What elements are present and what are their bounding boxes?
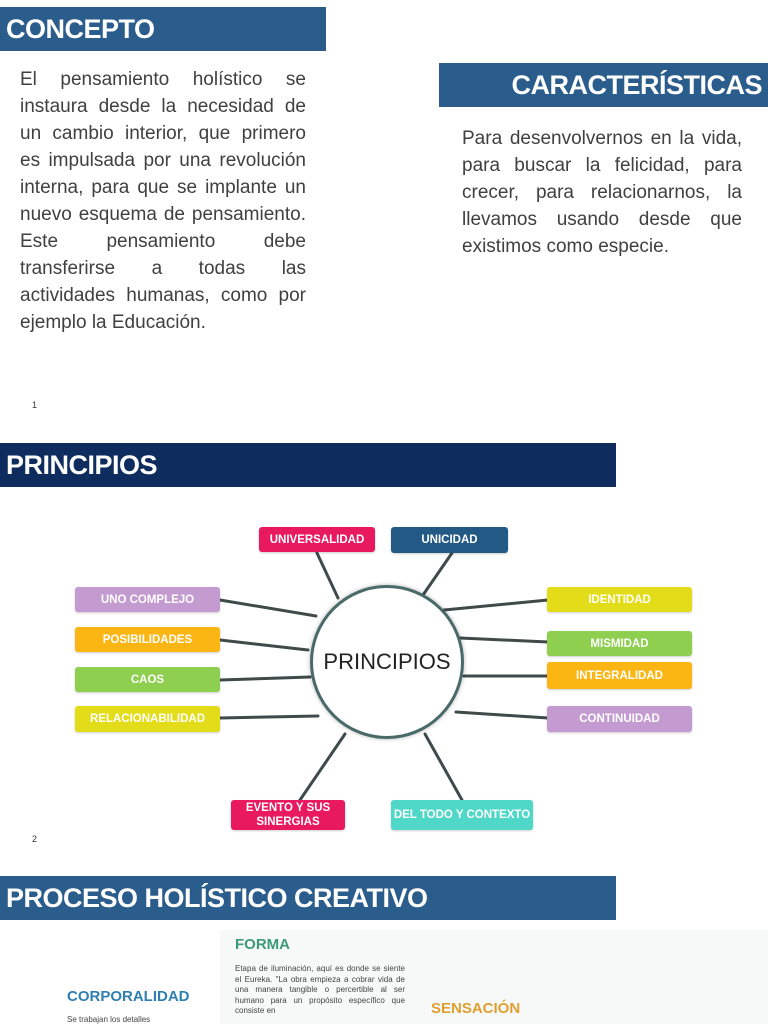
node-identidad: IDENTIDAD xyxy=(547,587,692,612)
node-caos: CAOS xyxy=(75,667,220,692)
node-del-todo-y-contexto: DEL TODO Y CONTEXTO xyxy=(391,800,533,830)
spoke-continuidad xyxy=(456,712,548,718)
forma-text: Etapa de iluminación, aquí es donde se siente el Eureka. "La obra empieza a cobrar vida de una manera tangible o percertible al ser humano para un propósito específico que consiste en xyxy=(235,964,405,1015)
concepto-text: El pensamiento holístico se instaura desde la necesidad de un cambio interior, que primero es impulsada por una revolución interna, para que se implante un nuevo esquema de pensamiento. Este pensamiento debe transferirse a todas las actividades humanas, como por ejemplo la Educación. xyxy=(20,69,306,333)
node-posibilidades: POSIBILIDADES xyxy=(75,627,220,652)
page-number-2: 2 xyxy=(32,834,38,844)
caracteristicas-title: CARACTERÍSTICAS xyxy=(511,69,762,100)
page-number-1: 1 xyxy=(32,400,38,410)
node-universalidad: UNIVERSALIDAD xyxy=(259,527,375,552)
spoke-evento xyxy=(300,734,345,800)
node-mismidad: MISMIDAD xyxy=(547,631,692,656)
concepto-title: CONCEPTO xyxy=(6,13,155,44)
proceso-title: PROCESO HOLÍSTICO CREATIVO xyxy=(6,882,428,913)
principios-title: PRINCIPIOS xyxy=(6,449,158,480)
node-continuidad: CONTINUIDAD xyxy=(547,706,692,732)
sensacion-title: SENSACIÓN xyxy=(431,1000,521,1017)
spoke-uno-complejo xyxy=(220,600,316,616)
spoke-relacionabilidad xyxy=(220,716,318,718)
node-evento-y-sus-sinergias: EVENTO Y SUS SINERGIAS xyxy=(231,800,345,830)
forma-title: FORMA xyxy=(235,936,290,953)
node-relacionabilidad: RELACIONABILIDAD xyxy=(75,706,220,732)
proceso-banner xyxy=(0,876,616,920)
corporalidad-text: Se trabajan los detalles xyxy=(67,1015,151,1024)
caracteristicas-text: Para desenvolvernos en la vida, para buscar la felicidad, para crecer, para relacionarnos, la llevamos usando desde que existimos como especie. xyxy=(462,128,742,257)
node-unicidad: UNICIDAD xyxy=(391,527,508,553)
spoke-posibilidades xyxy=(220,640,308,650)
spoke-mismidad xyxy=(460,638,548,642)
spoke-universalidad xyxy=(317,553,338,598)
node-integralidad: INTEGRALIDAD xyxy=(547,662,692,689)
corporalidad-title: CORPORALIDAD xyxy=(67,988,190,1005)
principios-hub-circle xyxy=(310,585,464,739)
hub-label: PRINCIPIOS xyxy=(323,649,451,674)
spoke-del-todo xyxy=(425,734,462,800)
node-uno-complejo: UNO COMPLEJO xyxy=(75,587,220,612)
spoke-identidad xyxy=(444,600,548,610)
spoke-unicidad xyxy=(423,553,452,595)
spoke-caos xyxy=(220,677,310,680)
